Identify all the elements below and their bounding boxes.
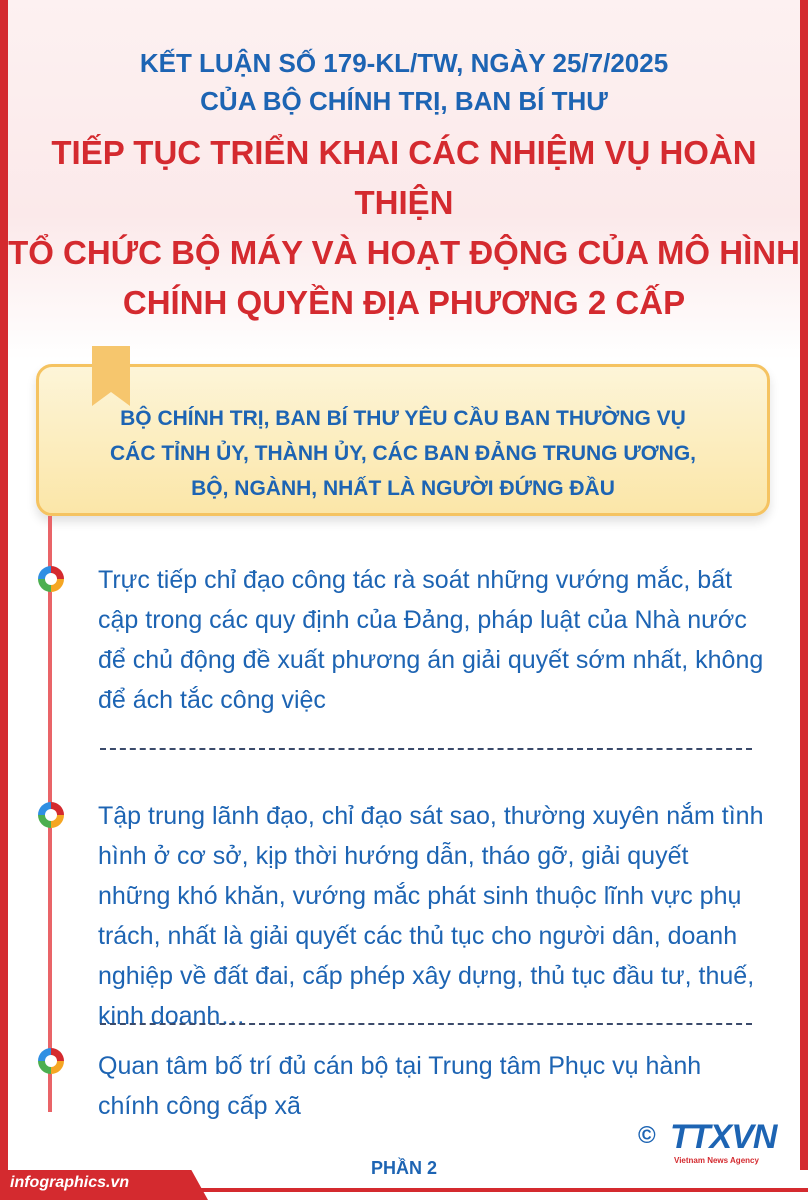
list-item-text: Quan tâm bố trí đủ cán bộ tại Trung tâm Phục vụ hành chính công cấp xã: [98, 1052, 702, 1120]
color-wheel-bullet-icon: [38, 566, 64, 592]
color-wheel-bullet-icon: [38, 1048, 64, 1074]
footer-line: [180, 1188, 808, 1192]
list-item-text: Tập trung lãnh đạo, chỉ đạo sát sao, thường xuyên nắm tình hình ở cơ sở, kịp thời hướng dẫn, tháo gỡ, giải quyết những khó khăn, vướng mắc phát sinh thuộc lĩnh vực phụ trách, nhất là giải quyết các thủ tục cho người dân, doanh nghiệp về đất đai, cấp phép xây dựng, thủ tục đầu tư, thuế, kinh doanh…: [98, 802, 764, 1030]
list-item-text: Trực tiếp chỉ đạo công tác rà soát những vướng mắc, bất cập trong các quy định của Đảng, pháp luật của Nhà nước để chủ động đề xuất phương án giải quyết sớm nhất, không để ách tắc công việc: [98, 566, 764, 714]
part-label: PHẦN 2: [370, 1158, 437, 1178]
title-line-2: TỔ CHỨC BỘ MÁY VÀ HOẠT ĐỘNG CỦA MÔ HÌNH: [8, 234, 800, 271]
callout-line-3: BỘ, NGÀNH, NHẤT LÀ NGƯỜI ĐỨNG ĐẦU: [191, 477, 615, 500]
title-line-3: CHÍNH QUYỀN ĐỊA PHƯƠNG 2 CẤP: [122, 284, 686, 321]
callout-line-2: CÁC TỈNH ỦY, THÀNH ỦY, CÁC BAN ĐẢNG TRUNG ƯƠNG,: [109, 442, 696, 465]
callout-box: [36, 364, 770, 516]
bookmark-tab-icon: [92, 346, 130, 392]
subtitle-line-1: KẾT LUẬN SỐ 179-KL/TW, NGÀY 25/7/2025: [139, 48, 669, 78]
callout-line-1: BỘ CHÍNH TRỊ, BAN BÍ THƯ YÊU CẦU BAN THƯỜNG VỤ: [120, 407, 686, 430]
logo-subtext: Vietnam News Agency: [674, 1156, 759, 1165]
copyright-icon: ©: [638, 1122, 656, 1149]
header: [0, 44, 808, 328]
color-wheel-bullet-icon: [38, 802, 64, 828]
logo-text: TTXVN: [670, 1118, 777, 1156]
site-link[interactable]: infographics.vn: [10, 1174, 130, 1191]
subtitle-line-2: CỦA BỘ CHÍNH TRỊ, BAN BÍ THƯ: [200, 86, 608, 116]
divider: [100, 748, 752, 750]
divider: [100, 1023, 752, 1025]
title-line-1: TIẾP TỤC TRIỂN KHAI CÁC NHIỆM VỤ HOÀN THIỆN: [51, 134, 757, 221]
